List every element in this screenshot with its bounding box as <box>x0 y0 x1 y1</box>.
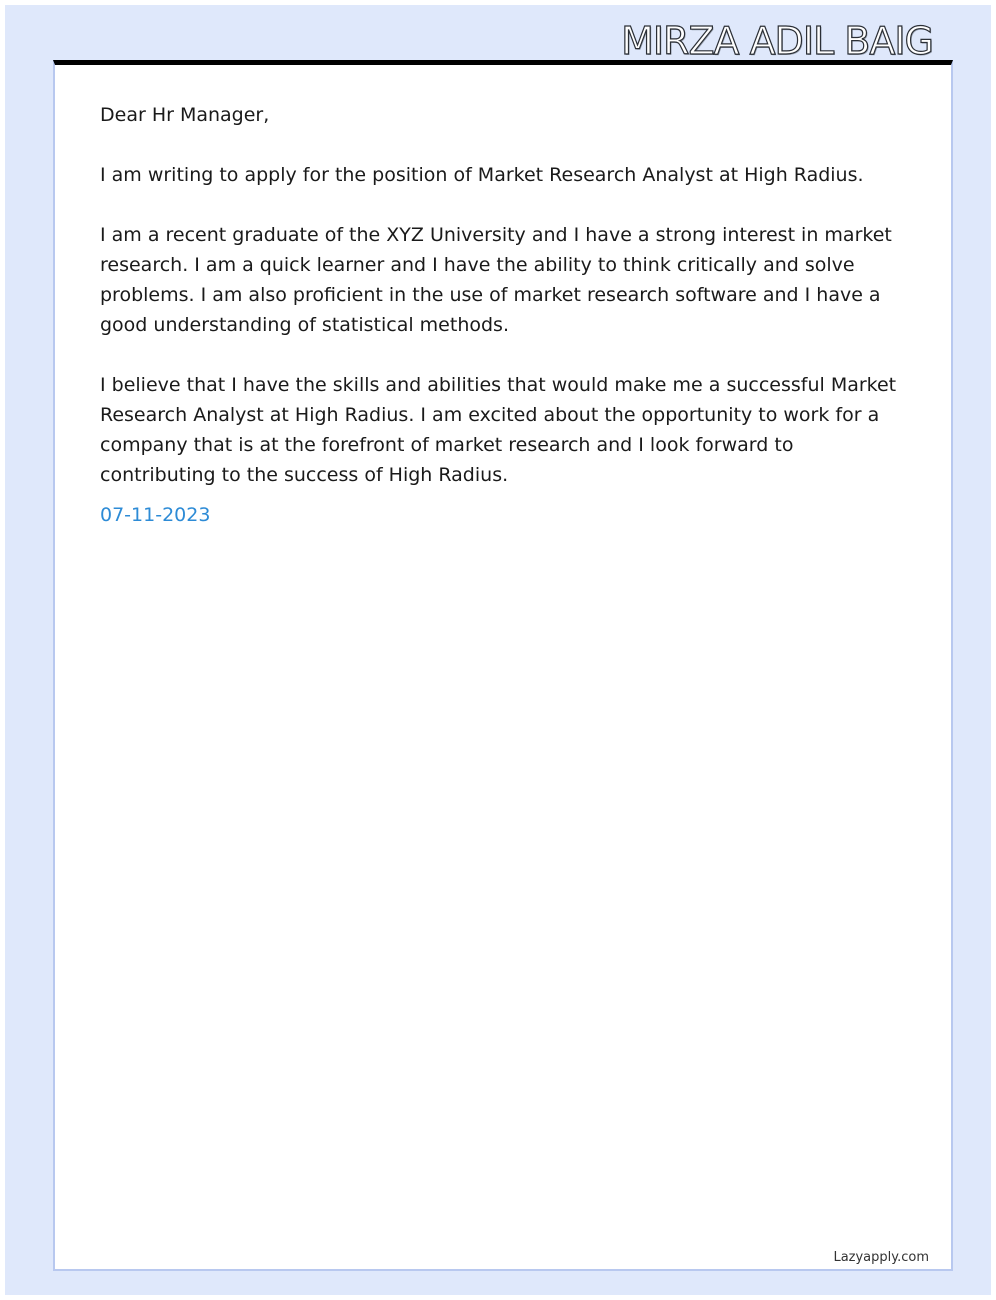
paragraph-background: I am a recent graduate of the XYZ University and I have a strong interest in market research. I am a quick learner and I have the ability to think critically and solve problems. I am also proficient in the use of market research software and I have a good understanding of statistical methods. <box>100 224 892 336</box>
letter-date: 07-11-2023 <box>100 504 211 526</box>
page-background <box>5 5 991 1295</box>
footer-watermark: Lazyapply.com <box>833 1250 929 1265</box>
applicant-name: MIRZA ADIL BAIG <box>621 19 933 63</box>
letter-body <box>100 100 902 530</box>
paragraph-intro: I am writing to apply for the position of Market Research Analyst at High Radius. <box>100 164 864 186</box>
paragraph-closing: I believe that I have the skills and abilities that would make me a successful Market Research Analyst at High Radius. I am excited about the opportunity to work for a company that is at the forefront of market research and I look forward to contributing to the success of High Radius. <box>100 374 897 486</box>
salutation: Dear Hr Manager, <box>100 104 270 126</box>
